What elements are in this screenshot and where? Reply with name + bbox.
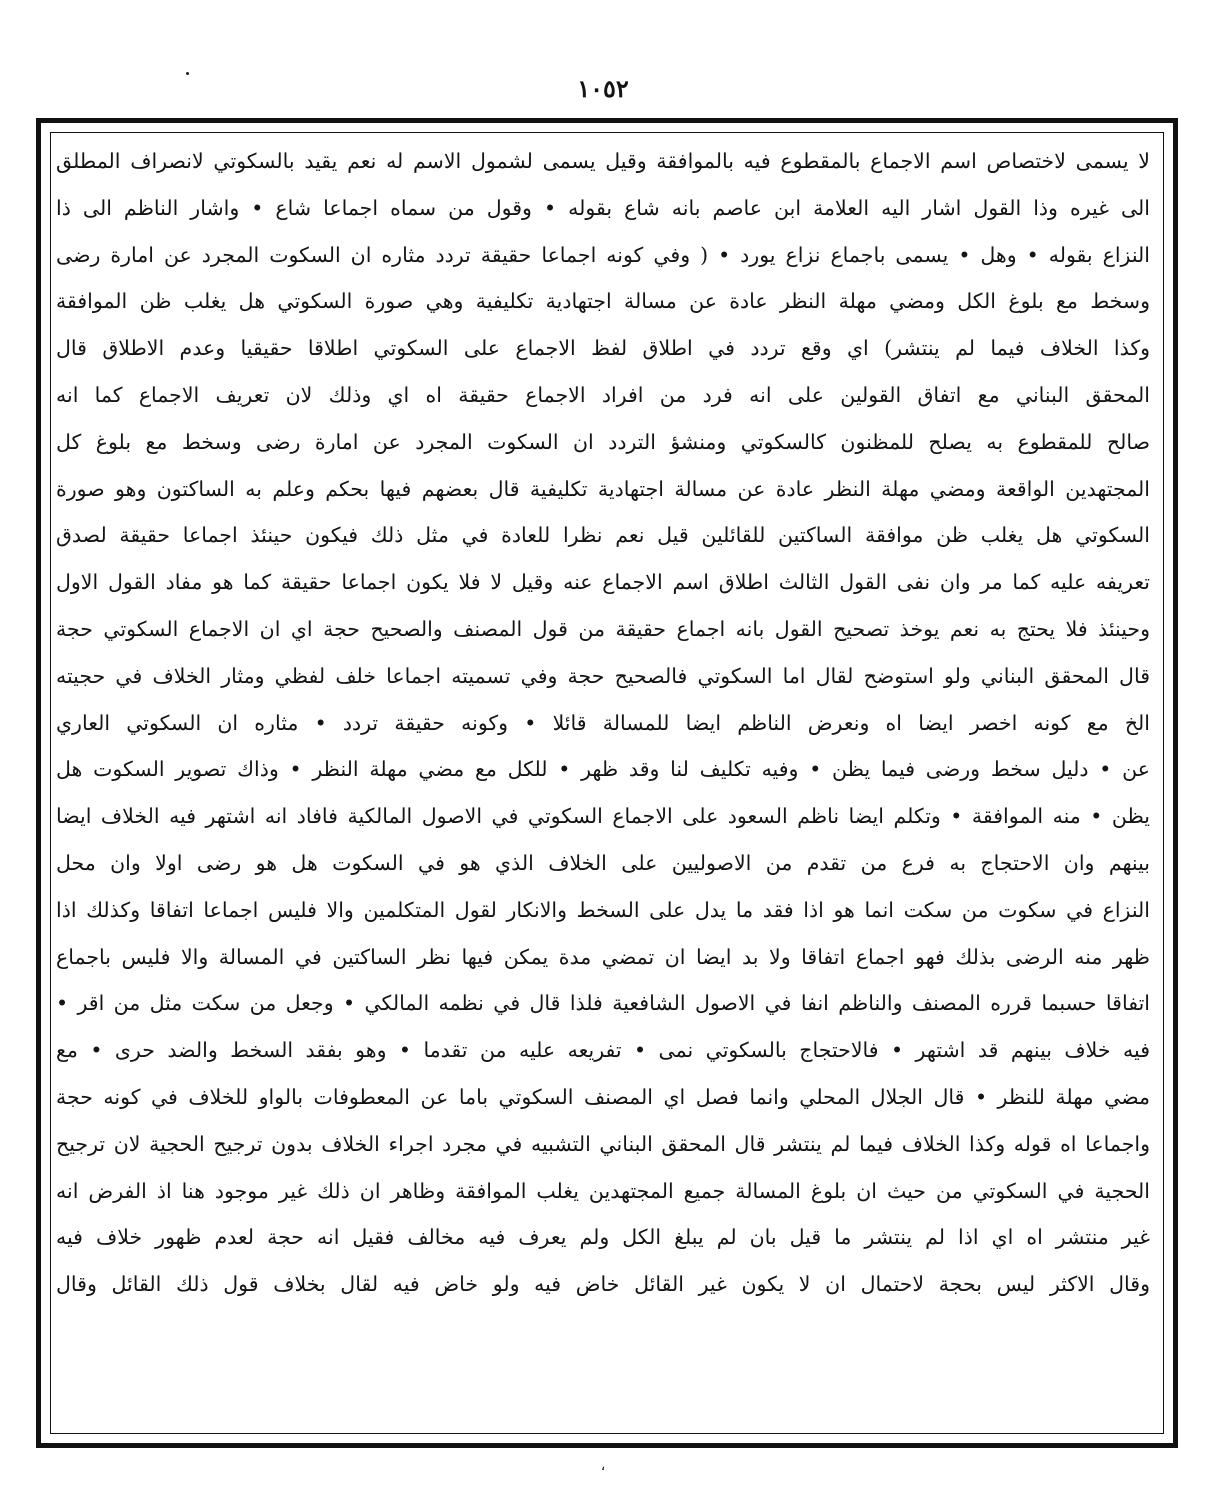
text-line: الى غيره وذا القول اشار اليه العلامة ابن عاصم بانه شاع بقوله • وقول من سماه اجماعا شاع • واشار الناظم الى ذا	[56, 195, 1150, 220]
text-line: وقال الاكثر ليس بحجة لاحتمال ان لا يكون غير القائل خاض فيه ولو خاض فيه لقال بخلاف قول ذلك القائل وقال	[56, 1272, 1150, 1297]
text-line: النزاع بقوله • وهل • يسمى باجماع نزاع يورد • ( وفي كونه اجماعا حقيقة تردد مثاره ان السكوت المجرد عن امارة رضى	[56, 242, 1150, 267]
text-line: صالح للمقطوع به يصلح للمظنون كالسكوتي ومنشؤ التردد ان السكوت المجرد عن امارة رضى وسخط مع بلوغ كل	[56, 429, 1150, 454]
text-line: لا يسمى لاختصاص اسم الاجماع بالمقطوع فيه بالموافقة وقيل يسمى لشمول الاسم له نعم يقيد بالسكوتي لانصراف المطلق	[56, 149, 1150, 173]
text-line: اتفاقا حسبما قرره المصنف والناظم انفا في الاصول الشافعية فلذا قال في نظمه المالكي • وجعل من سكت مثل من اقر •	[56, 991, 1150, 1016]
text-line: الخ مع كونه اخصر ايضا اه ونعرض الناظم ايضا للمسالة قائلا • وكونه حقيقة تردد • مثاره ان السكوتي العاري	[56, 710, 1150, 735]
text-line: بينهم وان الاحتجاج به فرع من تقدم من الاصوليين على الخلاف الذي هو في السكوت هل هو رضى اولا وان محل	[56, 850, 1150, 875]
text-line: تعريفه عليه كما مر وان نفى القول الثالث اطلاق اسم الاجماع عنه وقيل لا فلا يكون اجماعا حقيقة كما هو مفاد القول الاول	[56, 570, 1150, 595]
text-line: قال المحقق البناني ولو استوضح لقال اما السكوتي فالصحيح حجة وفي تسميته اجماعا خلف لفظي ومثار الخلاف في حجيته	[56, 663, 1150, 688]
text-line: عن • دليل سخط ورضى فيما يظن • وفيه تكليف لنا وقد ظهر • للكل مع مضي مهلة النظر • وذاك تصوير السكوت هل	[56, 757, 1150, 782]
text-line: واجماعا اه قوله وكذا الخلاف فيما لم ينتشر قال المحقق البناني التشبيه في مجرد اجراء الخلاف بدون ترجيح الحجية لان ترجيح	[56, 1131, 1150, 1156]
text-line: ظهر منه الرضى بذلك فهو اجماع اتفاقا ولا بد ايضا ان تمضي مدة يمكن فيها نظر الساكتين في المسالة والا فليس باجماع	[56, 944, 1150, 969]
text-line: الحجية في السكوتي من حيث ان بلوغ المسالة جميع المجتهدين يغلب الموافقة وظاهر ان ذلك غير موجود هنا اذ الفرض انه	[56, 1178, 1150, 1203]
text-line: وسخط مع بلوغ الكل ومضي مهلة النظر عادة عن مسالة اجتهادية تكليفية وهي صورة السكوتي هل يغلب ظن الموافقة	[56, 289, 1150, 314]
text-line: مضي مهلة للنظر • قال الجلال المحلي وانما فصل اي المصنف السكوتي باما عن المعطوفات بالواو للخلاف في كونه حجة	[56, 1084, 1150, 1109]
text-line: غير منتشر اه اي اذا لم ينتشر ما قيل بان لم يبلغ الكل ولم يعرف فيه مخالف فقيل انه حجة لعدم ظهور خلاف فيه	[56, 1225, 1150, 1250]
bottom-mark: ،	[600, 1458, 606, 1474]
text-line: وحينئذ فلا يحتج به نعم يوخذ تصحيح القول بانه اجماع حقيقة من قول المصنف والصحيح حجة اي ان الاجماع السكوتي حجة	[56, 616, 1150, 641]
text-line: النزاع في سكوت من سكت انما هو اذا فقد ما يدل على السخط والانكار لقول المتكلمين والا فليس اجماعا اتفاقا وكذلك اذا	[56, 897, 1150, 922]
text-line: وكذا الخلاف فيما لم ينتشر) اي وقع تردد في اطلاق لفظ الاجماع على السكوتي اطلاقا حقيقيا وعدم الاطلاق قال	[56, 336, 1150, 361]
body-text	[56, 138, 1150, 1428]
text-line: يظن • منه الموافقة • وتكلم ايضا ناظم السعود على الاجماع السكوتي في الاصول المالكية فافاد انه اشتهر فيه الخلاف ايضا	[56, 804, 1150, 829]
text-line: فيه خلاف بينهم قد اشتهر • فالاحتجاج بالسكوتي نمى • تفريعه عليه من تقدما • وهو بفقد السخط والضد حرى • مع	[56, 1038, 1150, 1063]
text-line: المحقق البناني مع اتفاق القولين على انه فرد من افراد الاجماع حقيقة اه اي وذلك لان تعريف الاجماع كما انه	[56, 382, 1150, 407]
page-number: ١٠٥٢	[577, 74, 629, 103]
text-line: السكوتي هل يغلب ظن موافقة الساكتين للقائلين قيل نعم نظرا للعادة في مثل ذلك فيكون حينئذ اجماعا حقيقة لصدق	[56, 523, 1150, 548]
text-line: المجتهدين الواقعة ومضي مهلة النظر عادة عن مسالة اجتهادية تكليفية قال بعضهم فيها بحكم وعلم به الساكتون وهو صورة	[56, 476, 1150, 501]
